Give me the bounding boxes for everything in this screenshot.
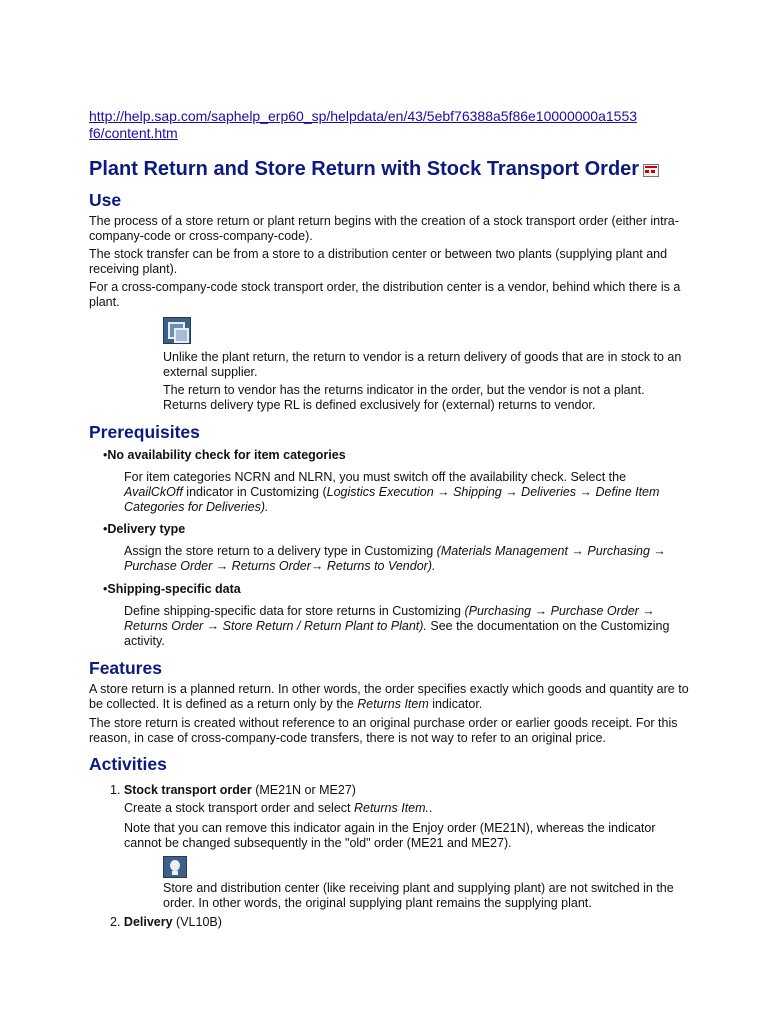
source-link[interactable]: http://help.sap.com/saphelp_erp60_sp/helpdata/en/43/5ebf76388a5f86e10000000a1553 f6/content.htm bbox=[89, 108, 638, 141]
step-1-text-2: Note that you can remove this indicator again in the Enjoy order (ME21N), whereas the indicator cannot be changed subsequently in the "old" order (ME21 and ME27). bbox=[124, 821, 656, 850]
use-paragraph-1: The process of a store return or plant return begins with the creation of a stock transport order (either intra-company-code or cross-company-code). bbox=[89, 214, 679, 243]
use-paragraph-3: For a cross-company-code stock transport order, the distribution center is a vendor, behind which there is a plant. bbox=[89, 280, 681, 309]
note-icon bbox=[163, 317, 191, 344]
shipping-data-text: Define shipping-specific data for store returns in Customizing (Purchasing → Purchase Order → Returns Order → Store Return / Return Plant to Plant). See the documentation on the Customizing activity. bbox=[124, 604, 670, 648]
section-heading-use: Use bbox=[89, 190, 122, 210]
availability-check-text: For item categories NCRN and NLRN, you must switch off the availability check. Select the AvailCkOff indicator in Customizing (Logistics Execution → Shipping → Deliveries → Define Item Categories for Deliveries). bbox=[124, 470, 660, 514]
page-title: Plant Return and Store Return with Stock Transport Order bbox=[89, 158, 659, 181]
note-text-1: Unlike the plant return, the return to vendor is a return delivery of goods that are in stock to an external supplier. bbox=[163, 350, 682, 379]
tip-icon bbox=[163, 856, 187, 878]
note-text-2: The return to vendor has the returns indicator in the order, but the vendor is not a plant. Returns delivery type RL is defined exclusively for (external) returns to vendor. bbox=[163, 383, 645, 412]
section-heading-features: Features bbox=[89, 658, 162, 678]
step-1-text-1: Create a stock transport order and select Returns Item.. bbox=[124, 801, 433, 815]
section-heading-activities: Activities bbox=[89, 754, 167, 774]
bullet-availability-check: •No availability check for item categories bbox=[103, 448, 346, 462]
table-icon bbox=[643, 164, 659, 177]
features-paragraph-2: The store return is created without reference to an original purchase order or earlier goods receipt. For this reason, in case of cross-company-code transfers, there is not way to refer to an original price. bbox=[89, 716, 678, 745]
bullet-delivery-type: •Delivery type bbox=[103, 522, 186, 536]
delivery-type-text: Assign the store return to a delivery type in Customizing (Materials Management → Purchasing → Purchase Order → Returns Order→ Returns to Vendor). bbox=[124, 544, 666, 573]
use-paragraph-2: The stock transfer can be from a store to a distribution center or between two plants (supplying plant and receiving plant). bbox=[89, 247, 668, 276]
features-paragraph-1: A store return is a planned return. In other words, the order specifies exactly which goods and quantity are to be collected. It is defined as a return only by the Returns Item indicator. bbox=[89, 682, 689, 711]
step-stock-transport-order: 1. Stock transport order (ME21N or ME27) bbox=[110, 783, 356, 797]
bullet-shipping-data: •Shipping-specific data bbox=[103, 582, 241, 596]
section-heading-prerequisites: Prerequisites bbox=[89, 422, 200, 442]
step-delivery: 2. Delivery (VL10B) bbox=[110, 915, 222, 929]
tip-text: Store and distribution center (like receiving plant and supplying plant) are not switched in the order. In other words, the original supplying plant remains the supplying plant. bbox=[163, 881, 674, 910]
